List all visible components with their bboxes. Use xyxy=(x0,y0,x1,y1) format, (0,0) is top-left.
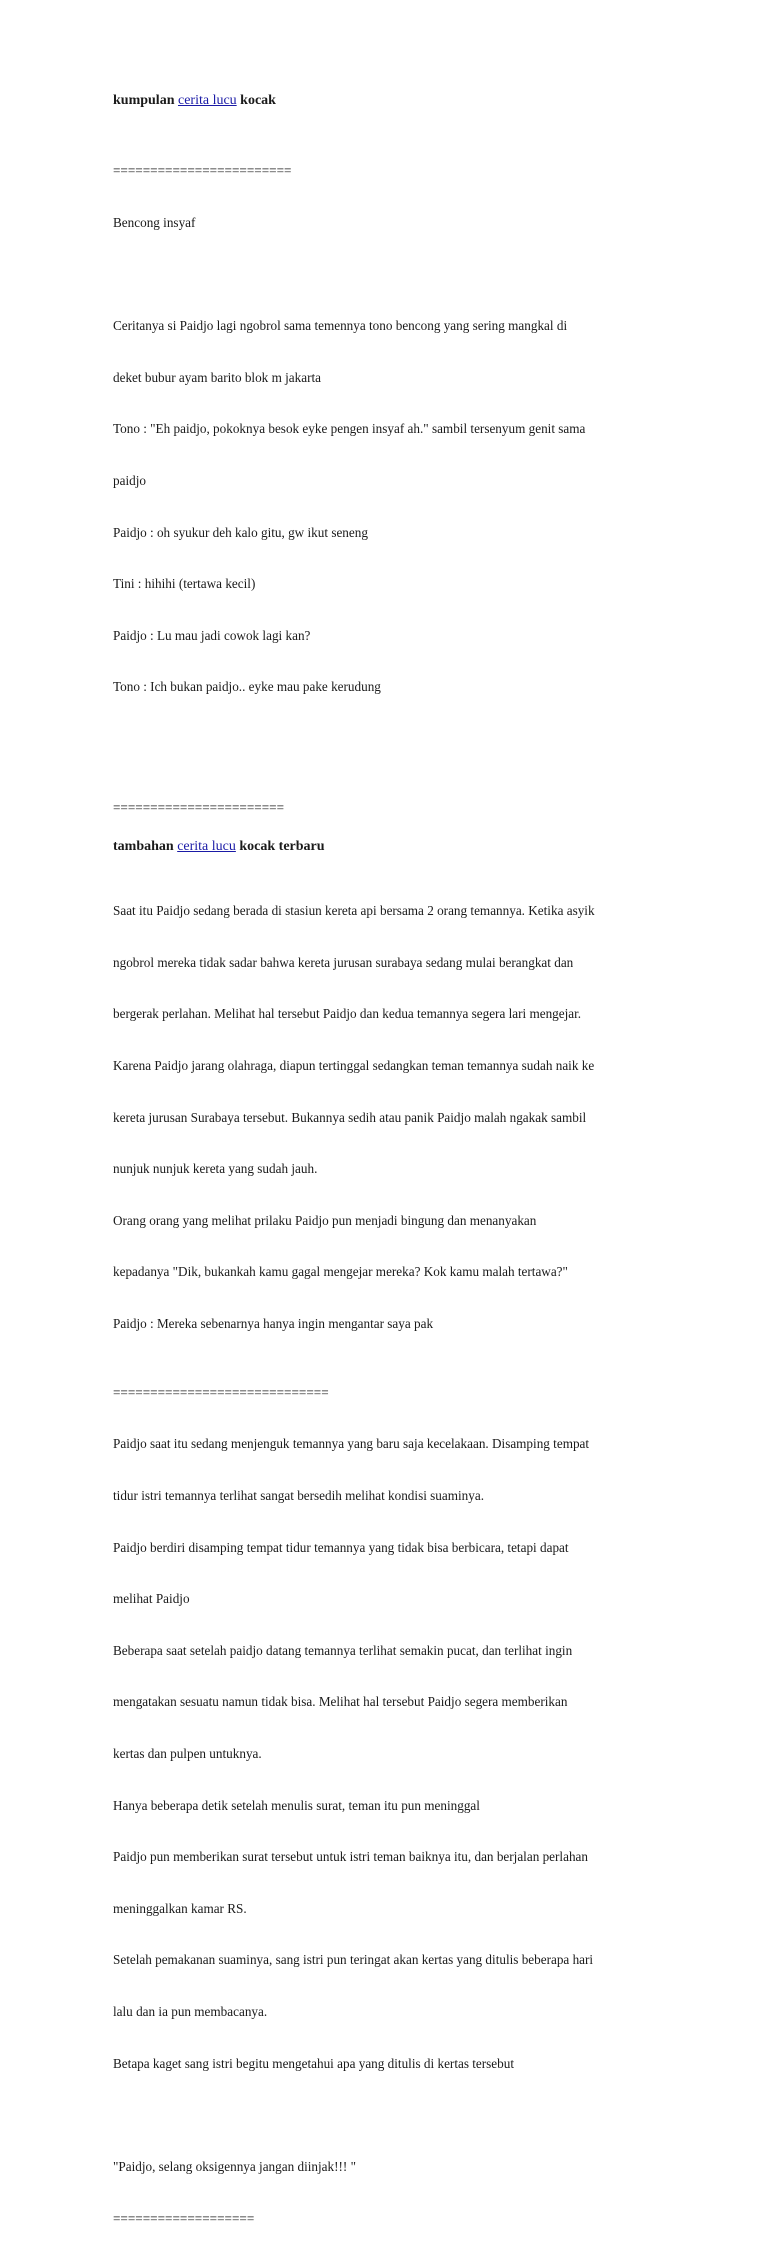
title-suffix: kocak xyxy=(236,93,276,108)
footer-suffix: kocak terbaru xyxy=(235,839,325,854)
story-line: Paidjo saat itu sedang menjenguk temannya yang baru saja kecelakaan. Disamping tempat xyxy=(113,1436,590,1452)
title-prefix: kumpulan xyxy=(113,93,178,108)
separator: ======================== xyxy=(113,163,292,179)
separator: ============================= xyxy=(113,1384,329,1400)
story-line: Paidjo berdiri disamping tempat tidur temannya yang tidak bisa berbicara, tetapi dapat xyxy=(113,1539,569,1555)
page-title xyxy=(113,92,276,109)
story-line: melihat Paidjo xyxy=(113,1591,190,1607)
story-line xyxy=(113,730,673,747)
story-line: Paidjo pun memberikan surat tersebut untuk istri teman baiknya itu, dan berjalan perlahan xyxy=(113,1849,588,1865)
story-line: paidjo xyxy=(113,473,146,489)
story-line: kereta jurusan Surabaya tersebut. Bukannya sedih atau panik Paidjo malah ngakak sambil xyxy=(113,1109,587,1125)
story-line: Karena Paidjo jarang olahraga, diapun tertinggal sedangkan teman temannya sudah naik ke xyxy=(113,1057,595,1073)
separator: =================== xyxy=(113,2210,255,2226)
story-line: lalu dan ia pun membacanya. xyxy=(113,2004,268,2020)
story-line: Tono : "Eh paidjo, pokoknya besok eyke pengen insyaf ah." sambil tersenyum genit sama xyxy=(113,421,586,437)
story-line: meninggalkan kamar RS. xyxy=(113,1900,247,1916)
story-line: Setelah pemakanan suaminya, sang istri pun teringat akan kertas yang ditulis beberapa hari xyxy=(113,1952,594,1968)
story-line: bergerak perlahan. Melihat hal tersebut Paidjo dan kedua temannya segera lari mengejar. xyxy=(113,1006,582,1022)
story-line: Saat itu Paidjo sedang berada di stasiun kereta api bersama 2 orang temannya. Ketika asyik xyxy=(113,903,595,919)
story-line: Paidjo : Lu mau jadi cowok lagi kan? xyxy=(113,627,311,643)
story-line: Paidjo : Mereka sebenarnya hanya ingin mengantar saya pak xyxy=(113,1315,434,1331)
story-line: Paidjo : oh syukur deh kalo gitu, gw ikut seneng xyxy=(113,524,368,540)
footer-prefix: tambahan xyxy=(113,839,178,854)
story-line: deket bubur ayam barito blok m jakarta xyxy=(113,369,321,385)
story-line xyxy=(113,266,673,283)
story-line: Orang orang yang melihat prilaku Paidjo pun menjadi bingung dan menanyakan xyxy=(113,1212,537,1228)
story-line: Beberapa saat setelah paidjo datang temannya terlihat semakin pucat, dan terlihat ingin xyxy=(113,1642,573,1658)
story-line: Tono : Ich bukan paidjo.. eyke mau pake kerudung xyxy=(113,679,381,695)
story-line: "Paidjo, selang oksigennya jangan diinjak!!! " xyxy=(113,2158,356,2174)
story-line: Betapa kaget sang istri begitu mengetahui apa yang ditulis di kertas tersebut xyxy=(113,2055,515,2071)
story-line: ngobrol mereka tidak sadar bahwa kereta jurusan surabaya sedang mulai berangkat dan xyxy=(113,954,574,970)
story-line: Hanya beberapa detik setelah menulis surat, teman itu pun meninggal xyxy=(113,1797,480,1813)
story-title: Bencong insyaf xyxy=(113,215,196,231)
story-line: kertas dan pulpen untuknya. xyxy=(113,1746,262,1762)
cerita-lucu-footer-link[interactable]: cerita lucu xyxy=(177,839,236,854)
story-line: nunjuk nunjuk kereta yang sudah jauh. xyxy=(113,1161,318,1177)
story-line: mengatakan sesuatu namun tidak bisa. Melihat hal tersebut Paidjo segera memberikan xyxy=(113,1694,568,1710)
story-line: Ceritanya si Paidjo lagi ngobrol sama temennya tono bencong yang sering mangkal di xyxy=(113,318,568,334)
story-line: Tini : hihihi (tertawa kecil) xyxy=(113,576,256,592)
story-bencong-insyaf xyxy=(113,128,673,2261)
cerita-lucu-link[interactable]: cerita lucu xyxy=(177,93,237,108)
story-line: kepadanya "Dik, bukankah kamu gagal mengejar mereka? Kok kamu malah tertawa?" xyxy=(113,1264,568,1280)
footer-heading xyxy=(113,838,325,855)
separator: ======================= xyxy=(113,799,285,815)
story-line: tidur istri temannya terlihat sangat bersedih melihat kondisi suaminya. xyxy=(113,1488,484,1503)
story-line xyxy=(113,2106,673,2123)
